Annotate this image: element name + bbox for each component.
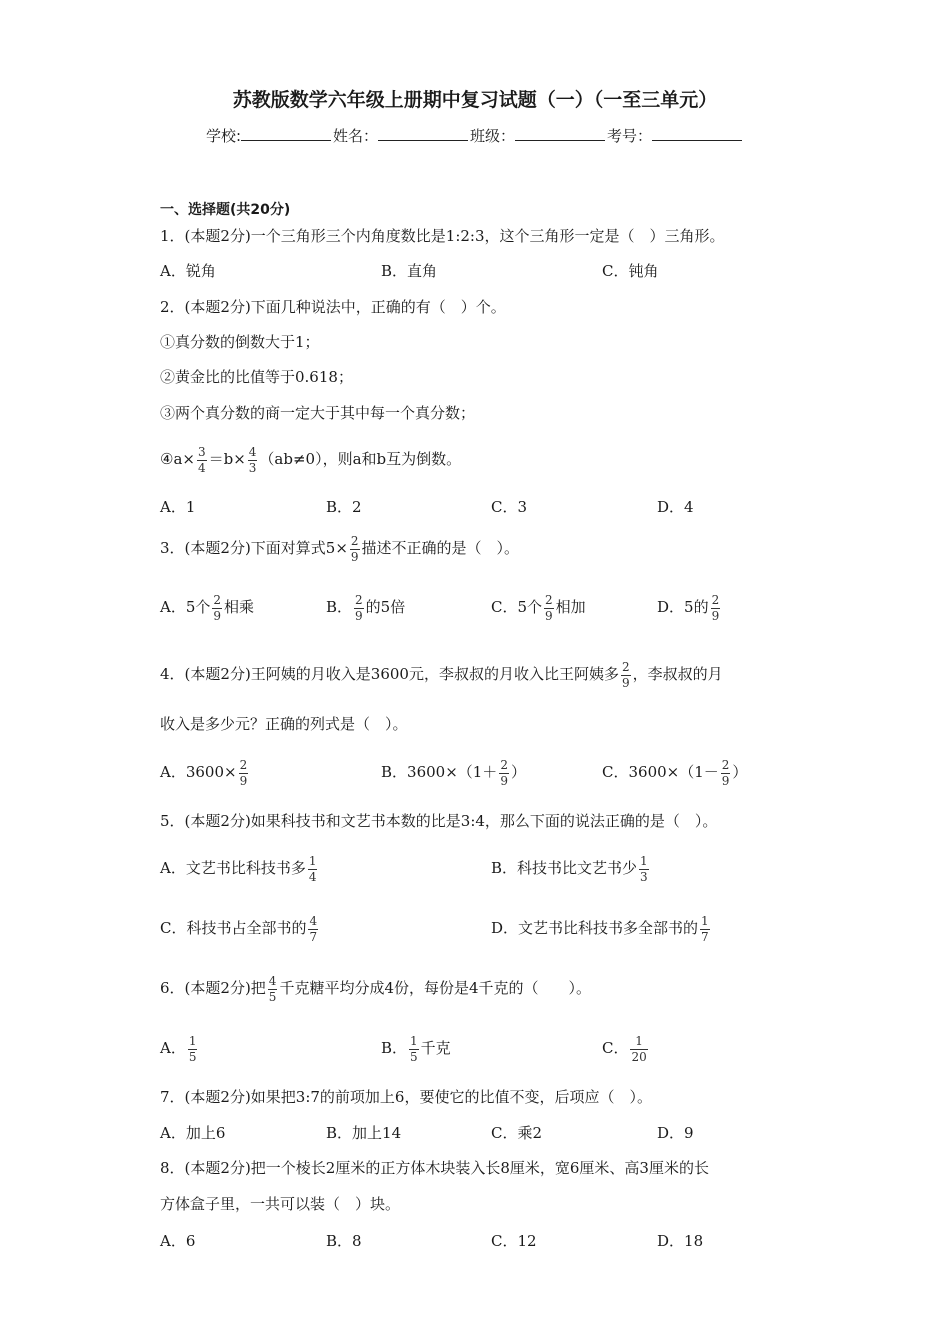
q6-option-c[interactable] <box>602 1026 650 1070</box>
q3-a-prefix: A．5个 <box>160 598 211 616</box>
denominator: 9 <box>355 608 363 623</box>
school-blank[interactable] <box>241 126 331 141</box>
q5-option-c[interactable] <box>160 906 320 950</box>
denominator: 3 <box>640 869 648 884</box>
fraction-4-3 <box>248 446 258 475</box>
id-blank[interactable] <box>652 126 742 141</box>
denominator: 9 <box>213 608 222 623</box>
numerator: 1 <box>410 1033 418 1048</box>
fraction-4-5 <box>268 975 278 1004</box>
question-1-text: 1．(本题2分)一个三角形三个内角度数比是1:2:3，这个三角形一定是（ ）三角形。 <box>160 227 725 245</box>
q5-option-d[interactable] <box>491 906 712 950</box>
question-4-text <box>160 652 723 696</box>
fraction-1-5 <box>188 1035 198 1064</box>
q3-c-suffix: 相加 <box>555 598 586 616</box>
denominator: 5 <box>410 1049 418 1064</box>
fraction-1-5 <box>409 1035 419 1064</box>
q4-b-prefix: B．3600×（1＋ <box>381 763 498 781</box>
numerator: 2 <box>711 592 720 607</box>
q3-text-start: 3．(本题2分)下面对算式5× <box>160 539 348 557</box>
q2-s4-equals: ＝b× <box>208 450 246 468</box>
q8-option-c[interactable]: C．12 <box>491 1232 537 1250</box>
denominator: 4 <box>197 460 206 475</box>
q5-c-text: C．科技书占全部书的 <box>160 919 307 937</box>
denominator: 9 <box>239 773 248 788</box>
numerator: 2 <box>545 592 553 607</box>
numerator: 1 <box>308 853 317 868</box>
denominator: 5 <box>268 989 277 1004</box>
student-info-line <box>0 126 950 146</box>
fraction-1-4 <box>308 855 318 884</box>
q3-text-end: 描述不正确的是（ ）。 <box>361 539 520 557</box>
name-blank[interactable] <box>378 126 468 141</box>
question-7-text: 7．(本题2分)如果把3:7的前项加上6，要使它的比值不变，后项应（ ）。 <box>160 1088 652 1106</box>
q3-a-suffix: 相乘 <box>224 598 255 616</box>
numerator: 2 <box>355 592 363 607</box>
q6-b-prefix: B． <box>381 1039 408 1057</box>
denominator: 9 <box>500 773 508 788</box>
name-label: 姓名： <box>333 127 379 145</box>
numerator: 2 <box>621 659 630 674</box>
denominator: 7 <box>309 929 318 944</box>
fraction-2-9 <box>721 759 731 788</box>
question-2-text: 2．(本题2分)下面几种说法中，正确的有（ ）个。 <box>160 298 506 316</box>
q2-option-a[interactable]: A．1 <box>160 498 196 516</box>
q3-option-b[interactable] <box>326 585 405 629</box>
q8-option-a[interactable]: A．6 <box>160 1232 196 1250</box>
denominator: 9 <box>545 608 553 623</box>
denominator: 3 <box>248 460 257 475</box>
fraction-3-4 <box>197 446 207 475</box>
fraction-2-9 <box>350 535 360 564</box>
q8-option-b[interactable]: B．8 <box>326 1232 362 1250</box>
school-label: 学校: <box>205 127 241 145</box>
q3-d-prefix: D．5的 <box>657 598 709 616</box>
q4-b-suffix: ） <box>510 763 526 781</box>
q1-option-b[interactable]: B．直角 <box>381 262 438 280</box>
numerator: 3 <box>197 444 206 459</box>
class-label: 班级： <box>470 127 516 145</box>
q3-c-prefix: C．5个 <box>491 598 543 616</box>
denominator: 9 <box>721 773 730 788</box>
q5-a-text: A．文艺书比科技书多 <box>160 859 306 877</box>
q7-option-d[interactable]: D．9 <box>657 1124 694 1142</box>
numerator: 4 <box>248 444 257 459</box>
question-5-text: 5．(本题2分)如果科技书和文艺书本数的比是3:4，那么下面的说法正确的是（ ）。 <box>160 812 718 830</box>
numerator: 2 <box>721 757 730 772</box>
question-3-text <box>160 526 519 570</box>
numerator: 2 <box>239 757 248 772</box>
fraction-2-9 <box>544 594 554 623</box>
question-4-text-cont: 收入是多少元？正确的列式是（ ）。 <box>160 715 408 733</box>
denominator: 7 <box>701 929 709 944</box>
q6-text-start: 6．(本题2分)把 <box>160 979 266 997</box>
question-8-text-cont: 方体盒子里，一共可以装（ ）块。 <box>160 1195 401 1213</box>
q1-option-c[interactable]: C．钝角 <box>602 262 659 280</box>
class-blank[interactable] <box>515 126 605 141</box>
fraction-1-20 <box>630 1035 647 1064</box>
q2-s4-start: ④a× <box>160 450 195 468</box>
denominator: 4 <box>308 869 317 884</box>
fraction-1-7 <box>700 915 710 944</box>
q3-b-suffix: 的5倍 <box>365 598 406 616</box>
denominator: 20 <box>631 1049 647 1064</box>
q5-b-text: B．科技书比文艺书少 <box>491 859 638 877</box>
q4-text-middle: ，李叔叔的月 <box>632 665 723 683</box>
q6-c-prefix: C． <box>602 1039 629 1057</box>
q4-option-b[interactable] <box>381 750 526 794</box>
numerator: 4 <box>309 913 318 928</box>
q2-option-d[interactable]: D．4 <box>657 498 694 516</box>
numerator: 2 <box>500 757 508 772</box>
numerator: 1 <box>701 913 709 928</box>
numerator: 2 <box>350 533 359 548</box>
fraction-2-9 <box>621 661 631 690</box>
q2-statement-1: ①真分数的倒数大于1； <box>160 333 320 351</box>
q7-option-c[interactable]: C．乘2 <box>491 1124 543 1142</box>
q5-option-b[interactable] <box>491 846 651 890</box>
question-6-text <box>160 966 591 1010</box>
q3-option-a[interactable] <box>160 585 254 629</box>
numerator: 1 <box>640 853 648 868</box>
section-heading: 一、选择题(共20分) <box>160 202 291 218</box>
q5-d-text: D．文艺书比科技书多全部书的 <box>491 919 699 937</box>
q2-option-b[interactable]: B．2 <box>326 498 362 516</box>
q4-option-c[interactable] <box>602 750 747 794</box>
q2-s4-end: （ab≠0），则a和b互为倒数。 <box>259 450 462 468</box>
fraction-2-9 <box>499 759 509 788</box>
q7-option-b[interactable]: B．加上14 <box>326 1124 402 1142</box>
fraction-2-9 <box>354 594 364 623</box>
numerator: 2 <box>213 592 222 607</box>
denominator: 5 <box>188 1049 197 1064</box>
numerator: 4 <box>268 973 277 988</box>
denominator: 9 <box>621 675 630 690</box>
id-label: 考号： <box>607 127 653 145</box>
fraction-2-9 <box>711 594 721 623</box>
q2-statement-2: ②黄金比的比值等于0.618； <box>160 368 353 386</box>
fraction-2-9 <box>239 759 249 788</box>
q3-option-d[interactable] <box>657 585 722 629</box>
fraction-1-3 <box>639 855 649 884</box>
q4-c-prefix: C．3600×（1－ <box>602 763 719 781</box>
numerator: 1 <box>188 1033 197 1048</box>
denominator: 9 <box>711 608 720 623</box>
q3-b-prefix: B． <box>326 598 353 616</box>
q5-option-a[interactable] <box>160 846 319 890</box>
q6-text-end: 千克糖平均分成4份，每份是4千克的（ ）。 <box>279 979 592 997</box>
q6-b-suffix: 千克 <box>420 1039 451 1057</box>
q7-option-a[interactable]: A．加上6 <box>160 1124 226 1142</box>
q2-option-c[interactable]: C．3 <box>491 498 528 516</box>
fraction-4-7 <box>308 915 318 944</box>
q1-option-a[interactable]: A．锐角 <box>160 262 216 280</box>
denominator: 9 <box>350 549 359 564</box>
q6-option-b[interactable] <box>381 1026 451 1070</box>
numerator: 1 <box>635 1033 643 1048</box>
q2-statement-3: ③两个真分数的商一定大于其中每一个真分数； <box>160 404 476 422</box>
fraction-2-9 <box>212 594 222 623</box>
question-8-text: 8．(本题2分)把一个棱长2厘米的正方体木块装入长8厘米，宽6厘米、高3厘米的长 <box>160 1159 709 1177</box>
q4-text-start: 4．(本题2分)王阿姨的月收入是3600元，李叔叔的月收入比王阿姨多 <box>160 665 619 683</box>
q4-a-prefix: A．3600× <box>160 763 237 781</box>
q2-statement-4 <box>160 437 461 481</box>
q3-option-c[interactable] <box>491 585 586 629</box>
q4-c-suffix: ） <box>732 763 748 781</box>
page-title: 苏教版数学六年级上册期中复习试题（一）（一至三单元） <box>232 89 718 111</box>
q6-a-prefix: A． <box>160 1039 186 1057</box>
q4-option-a[interactable] <box>160 750 250 794</box>
q6-option-a[interactable] <box>160 1026 199 1070</box>
q8-option-d[interactable]: D．18 <box>657 1232 704 1250</box>
